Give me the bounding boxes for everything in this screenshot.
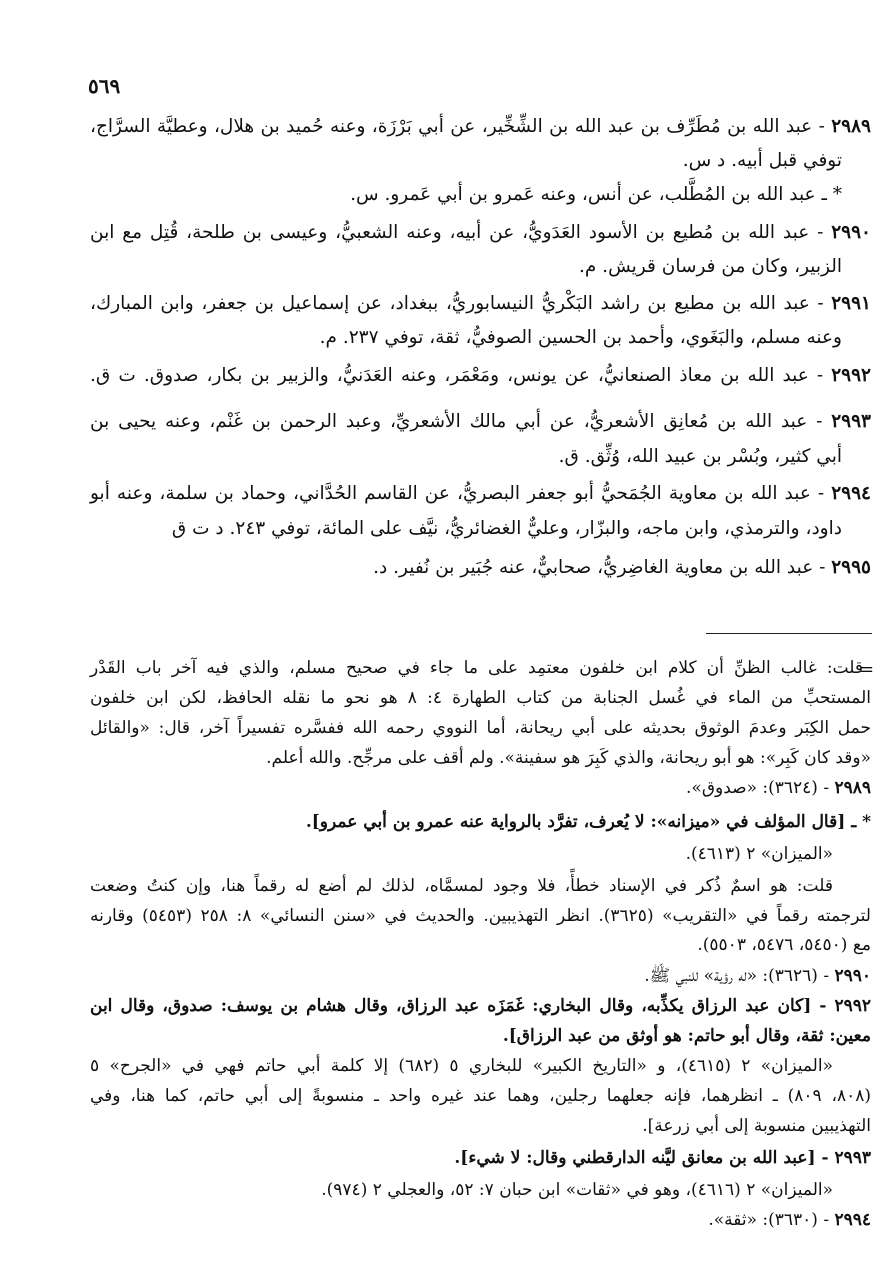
entry-text: - عبد الله بن مُطَرِّف بن عبد الله بن الشِّخِّير، عن أبي بَرْزَة، وعنه حُميد بن هلال، وعطيَّة السرَّاج،	[90, 116, 825, 137]
footnote-text: - (٣٦٣٠): «ثقة».	[708, 1210, 830, 1230]
footnote-line	[686, 778, 871, 798]
footnote-line	[686, 844, 833, 864]
footnote-text: (٨٠٨، ٨٠٩) ـ انظرهما، فإنه جعلهما رجلين، وهما عند غيره واحد ـ منسوبةً إلى أبي حاتم، كما هنا، وفي	[90, 1086, 872, 1106]
entry-line	[683, 150, 842, 171]
entry-text: - عبد الله بن مُطيع بن الأسود العَدَويُّ، عن أبيه، وعنه الشعبيُّ، وعيسى بن طلحة، قُتِل مع ابن	[90, 222, 824, 243]
footnote-text: «الميزان» ٢ (٤٦١٣).	[685, 844, 833, 864]
footnote-line	[266, 748, 871, 768]
footnote-line	[90, 1056, 833, 1076]
footnote-text: قلت: غالب الظنِّ أن كلام ابن خلفون معتمِد على ما جاء في صحيح مسلم، والذي فيه آخر باب القَدْر	[90, 658, 863, 678]
footnote-line	[90, 688, 871, 708]
entry-line	[90, 483, 871, 504]
entry-line	[559, 446, 842, 467]
footnote-text: - [كان عبد الرزاق يكذِّبه، وقال البخاري: غَمَزَه عبد الرزاق، وقال هشام بن يوسف: صدوق، وقال ابن	[90, 996, 827, 1016]
entry-text: - عبد الله بن مُعانِق الأشعريُّ، عن أبي مالك الأشعريِّ، وعبد الرحمن بن غَنْم، وعنه يحيى بن	[90, 411, 823, 432]
entry-number: ٢٩٨٩	[831, 116, 871, 137]
footnote-separator	[706, 633, 872, 634]
footnote-line	[306, 812, 871, 832]
footnote-number: ٢٩٩٠	[834, 966, 871, 986]
footnote-text: - (٣٦٢٦): «له رؤية» للنبي ﷺ.	[644, 966, 830, 986]
entry-line	[579, 256, 842, 277]
entry-line	[373, 557, 871, 578]
footnote-line	[644, 965, 871, 990]
entry-text: - عبد الله بن معاوية الغاضِريُّ، صحابيٌّ، عنه جُبَير بن نُفير. د.	[373, 557, 826, 578]
entry-text: الزبير، وكان من فرسان قريش. م.	[578, 256, 842, 277]
entry-text: توفي قبل أبيه. د س.	[682, 150, 842, 171]
footnote-line	[90, 996, 871, 1016]
footnote-text: مع (٥٤٥٠، ٥٤٧٦، ٥٥٠٣).	[697, 935, 871, 955]
entry-text: - عبد الله بن مطيع بن راشد البَكْريُّ النيسابوريُّ، ببغداد، عن إسماعيل بن جعفر، وابن المبارك،	[90, 293, 824, 314]
footnote-text: حمل الكِبَر وعدمَ الوثوق بحديثه على أبي ريحانة، أما النووي رحمه الله ففسَّره تفسيراً آخر، قال: «والقائل	[90, 718, 871, 738]
footnote-line	[708, 1210, 871, 1230]
entry-text: * ـ عبد الله بن المُطَّلب، عن أنس، وعنه عَمرو بن أبي عَمرو. س.	[350, 184, 842, 205]
entry-line	[90, 116, 871, 137]
entry-line	[90, 293, 871, 314]
entry-number: ٢٩٩٤	[831, 483, 871, 504]
entry-number: ٢٩٩٢	[831, 365, 871, 386]
entry-text: - عبد الله بن معاذ الصنعانيُّ، عن يونس، ومَعْمَر، وعنه العَدَنيُّ، والزبير بن بكار، صدوق. ت ق.	[90, 365, 824, 386]
page-number: ٥٦٩	[88, 74, 121, 98]
entry-text: داود، والترمذي، وابن ماجه، والبزّار، وعليٌّ الغضائريُّ، نيَّف على المائة، توفي ٢٤٣. د ت ق	[171, 518, 842, 539]
footnote-line	[503, 1026, 871, 1046]
footnote-text: «الميزان» ٢ (٤٦١٥)، و «التاريخ الكبير» للبخاري ٥ (٦٨٢) إلا كلمة أبي حاتم فهي في «الجرح» ٥	[90, 1056, 833, 1076]
entry-text: أبي كثير، وبُسْر بن عبيد الله، وُثِّق. ق.	[558, 446, 842, 467]
footnote-text: معين: ثقة، وقال أبو حاتم: هو أوثق من عبد الرزاق].	[502, 1026, 871, 1046]
entry-line	[90, 411, 871, 432]
footnote-continuation-marker: =	[859, 659, 875, 680]
footnote-text: «وقد كان كَبِر»: هو أبو ريحانة، والذي كَبِرَ هو سفينة». ولم أقف على مرجِّح. والله أعلم.	[266, 748, 871, 768]
footnote-number: ٢٩٩٣	[834, 1148, 871, 1168]
entry-line	[90, 222, 871, 243]
entry-text: - عبد الله بن معاوية الجُمَحيُّ أبو جعفر البصريُّ، عن القاسم الحُدَّاني، وحماد بن سلمة، وعنه أبو	[90, 483, 825, 504]
footnote-text: - [عبد الله بن معانق ليَّنه الدارقطني وقال: لا شيء].	[454, 1148, 829, 1168]
entry-number: ٢٩٩٥	[831, 557, 871, 578]
footnote-number: ٢٩٩٤	[834, 1210, 871, 1230]
footnote-text: * ـ [قال المؤلف في «ميزانه»: لا يُعرف، تفرَّد بالرواية عنه عمرو بن أبي عمرو].	[305, 812, 871, 832]
entry-line	[350, 184, 842, 205]
footnote-line	[90, 658, 863, 678]
footnote-line	[321, 1180, 833, 1200]
entry-line	[90, 365, 871, 386]
footnote-line	[454, 1148, 871, 1168]
entry-line	[320, 327, 842, 348]
footnote-text: قلت: هو اسمٌ ذُكر في الإسناد خطأً، فلا وجود لمسمَّاه، لذلك لم أضع له رقماً هنا، وإن كنتُ وضعت	[90, 876, 833, 896]
footnote-text: التهذيبين منسوبة إلى أبي زرعة].	[642, 1116, 871, 1136]
footnote-line	[90, 906, 871, 926]
entry-number: ٢٩٩١	[831, 293, 871, 314]
footnote-number: ٢٩٨٩	[834, 778, 871, 798]
footnote-text: لترجمته رقماً في «التقريب» (٣٦٢٥). انظر التهذيبين. والحديث في «سنن النسائي» ٨: ٢٥٨ (٥٤٥٣) وقارنه	[90, 906, 871, 926]
footnote-line	[90, 718, 871, 738]
footnote-text: المستحبِّ من الماء في غُسل الجنابة من كتاب الطهارة ٤: ٨ هو نحو ما نقله الحافظ، لكن ابن خلفون	[90, 688, 871, 708]
entry-number: ٢٩٩٣	[831, 411, 871, 432]
footnote-line	[90, 1086, 871, 1106]
entry-line	[172, 518, 842, 539]
footnote-line	[697, 935, 871, 955]
footnote-line	[642, 1116, 871, 1136]
entry-number: ٢٩٩٠	[831, 222, 871, 243]
footnote-text: - (٣٦٢٤): «صدوق».	[686, 778, 830, 798]
footnote-number: ٢٩٩٢	[834, 996, 872, 1016]
entry-text: وعنه مسلم، والبَغَوي، وأحمد بن الحسين الصوفيُّ، ثقة، توفي ٢٣٧. م.	[319, 327, 842, 348]
footnote-line	[90, 876, 833, 896]
footnote-text: «الميزان» ٢ (٤٦١٦)، وهو في «ثقات» ابن حبان ٧: ٥٢، والعجلي ٢ (٩٧٤).	[321, 1180, 833, 1200]
